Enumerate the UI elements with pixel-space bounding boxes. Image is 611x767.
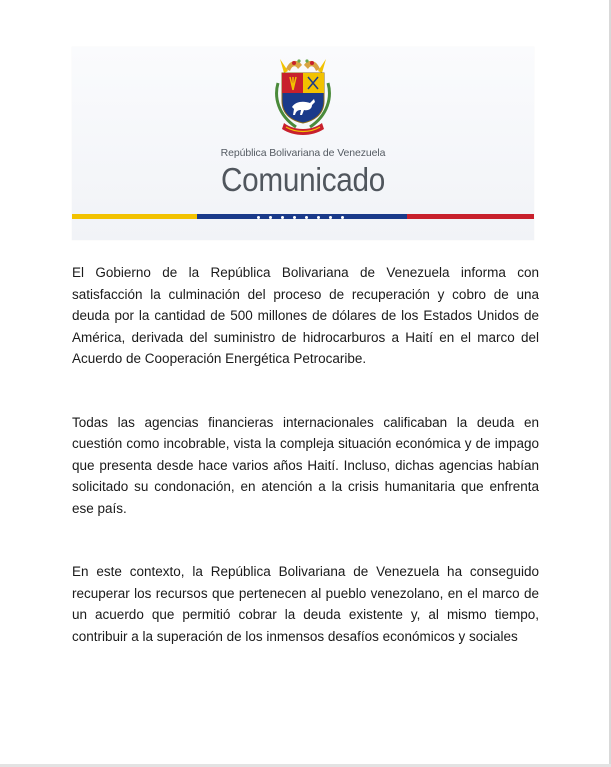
paragraph: Todas las agencias financieras internacionales calificaban la deuda en cuestión como incobrable, vista la compleja situación económica y de impago que presenta desde hace varios años Haití. Incluso, dichas agencias habían solicitado su condonación, en atención a la crisis humanitaria que enfrenta ese país. <box>72 414 539 516</box>
star-icon <box>281 216 284 219</box>
paragraph: El Gobierno de la República Bolivariana de Venezuela informa con satisfacción la culminación del proceso de recuperación y cobro de una deuda por la cantidad de 500 millones de dólares de los Estados Unidos de América, derivada del suministro de hidrocarburos a Haití en el marco del Acuerdo de Cooperación Energética Petrocaribe. <box>72 265 539 366</box>
stripe-yellow <box>72 214 197 219</box>
page-title: Comunicado <box>220 161 386 198</box>
star-icon <box>257 216 260 219</box>
communique-body <box>72 262 539 647</box>
stripe-blue <box>197 214 407 219</box>
star-icon <box>317 216 320 219</box>
stripe-red <box>407 214 534 219</box>
communique-header <box>72 47 534 240</box>
stars-row <box>257 216 344 219</box>
coat-of-arms-icon <box>268 57 338 137</box>
flag-stripe <box>72 214 534 219</box>
star-icon <box>269 216 272 219</box>
republic-name: República Bolivariana de Venezuela <box>220 147 386 159</box>
star-icon <box>329 216 332 219</box>
paragraph: En este contexto, la República Bolivariana de Venezuela ha conseguido recuperar los recursos que pertenecen al pueblo venezolano, en el marco de un acuerdo que permitió cobrar la deuda existente y, al mismo tiempo, contribuir a la superación de los inmensos desafíos económicos y sociales <box>72 564 539 644</box>
star-icon <box>305 216 308 219</box>
star-icon <box>341 216 344 219</box>
star-icon <box>293 216 296 219</box>
